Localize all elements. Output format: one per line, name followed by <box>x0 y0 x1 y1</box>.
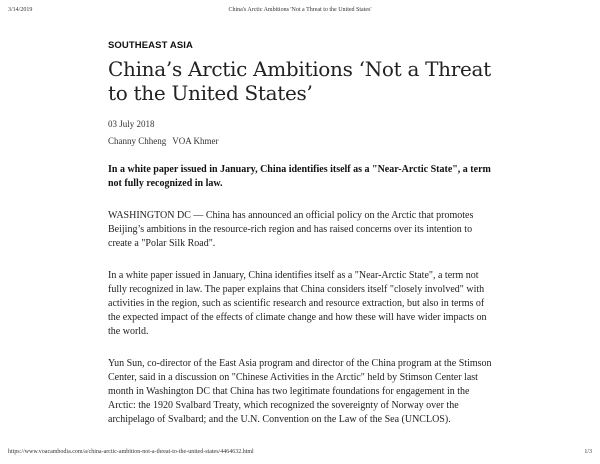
print-page-title: China's Arctic Ambitions 'Not a Threat to the United States' <box>228 7 372 13</box>
byline <box>108 136 496 146</box>
article-title: China’s Arctic Ambitions ‘Not a Threat to the United States’ <box>108 57 491 105</box>
author-name[interactable]: Channy Chheng <box>108 136 167 146</box>
article-paragraph: Yun Sun, co-director of the East Asia program and director of the China program at the Stimson Center, said in a discussion on "Chinese Activities in the Arctic" held by Stimson Center last month in Washington DC that China has two legitimate foundations for engagement in the Arctic: the 1920 Svalbard Treaty, which recognized the sovereignty of Norway over the archipelago of Svalbard; and the U.N. Convention on the Law of the Sea (UNCLOS). <box>108 358 492 425</box>
print-url: https://www.voacambodia.com/a/china-arctic-ambition-not-a-threat-to-the-united-states/4464632.html <box>8 449 254 455</box>
print-header <box>0 7 600 16</box>
print-page-number: 1/3 <box>584 449 592 455</box>
print-date: 3/14/2019 <box>8 7 33 13</box>
print-footer <box>0 449 600 458</box>
article-date: 03 July 2018 <box>108 119 155 129</box>
article-lead: In a white paper issued in January, China identifies itself as a "Near-Arctic State", a term not fully recognized in law. <box>108 164 491 189</box>
author-outlet[interactable]: VOA Khmer <box>172 136 219 146</box>
section-label[interactable]: SOUTHEAST ASIA <box>108 40 193 51</box>
article <box>108 40 496 427</box>
article-paragraph: WASHINGTON DC — China has announced an official policy on the Arctic that promotes Beijing’s ambitions in the resource-rich region and has raised concerns over its intention to create a "Polar Silk Road". <box>108 210 474 249</box>
article-paragraph: In a white paper issued in January, China identifies itself as a "Near-Arctic State", a term not fully recognized in law. The paper explains that China considers itself "closely involved" with activities in the region, such as scientific research and resource extraction, but also in terms of the expected impact of the effects of climate change and how these will have wider impacts on the world. <box>108 270 487 337</box>
